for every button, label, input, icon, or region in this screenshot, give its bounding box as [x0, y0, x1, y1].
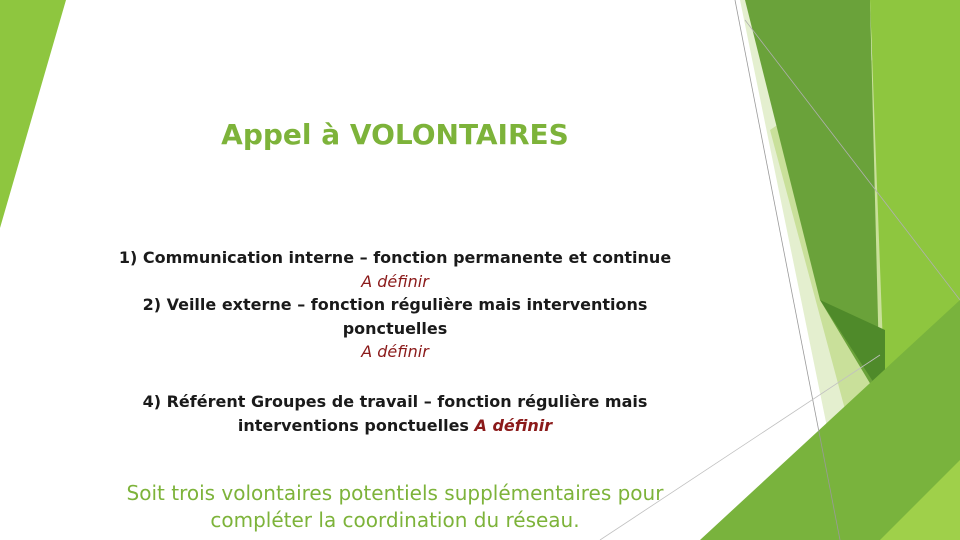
item2-text-line1: 2) Veille externe – fonction régulière mais interventions — [142, 295, 648, 314]
item2-text-line2: ponctuelles — [342, 318, 448, 338]
footer-conclusion — [0, 480, 790, 534]
items-block — [0, 246, 790, 364]
item1-note: A définir — [361, 271, 429, 291]
left-green-shape — [0, 0, 66, 228]
item1-text: 1) Communication interne – fonction permanente et continue — [118, 248, 672, 267]
item4-note: A définir — [474, 415, 553, 435]
item4-block — [0, 390, 790, 437]
item4-text-line1: 4) Référent Groupes de travail – fonction régulière mais — [142, 392, 648, 411]
footer-line2: compléter la coordination du réseau. — [210, 508, 580, 532]
slide-title: Appel à VOLONTAIRES — [221, 118, 569, 151]
item4-text-line2: interventions ponctuelles — [237, 415, 475, 435]
item4-line2 — [0, 414, 790, 438]
footer-line1: Soit trois volontaires potentiels supplémentaires pour — [126, 481, 664, 505]
item2-note: A définir — [361, 342, 429, 361]
